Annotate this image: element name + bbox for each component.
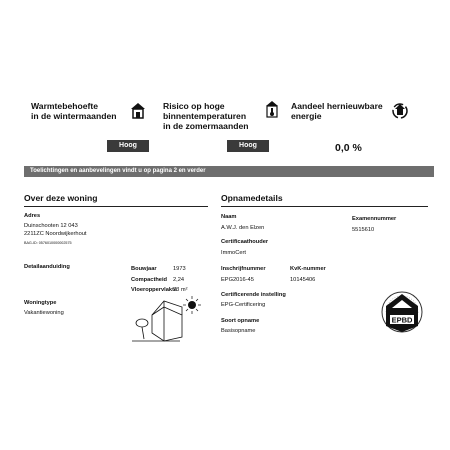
indicator-level-heating: Hoog [107, 140, 149, 152]
house-illustration [130, 293, 210, 343]
kvk-label: KvK-nummer [290, 266, 326, 272]
detail-label: Detailaanduiding [24, 264, 70, 270]
divider [221, 206, 428, 207]
examennummer-label: Examennummer [352, 216, 397, 222]
epbd-logo [380, 290, 424, 336]
vloeroppervlakte-label: Vloeroppervlakte [131, 287, 178, 293]
bouwjaar-value: 1973 [173, 266, 186, 272]
woningtype-label: Woningtype [24, 300, 57, 306]
section-title-woning: Over deze woning [24, 193, 98, 203]
epbd-logo-text: EPBD [391, 315, 413, 325]
indicator-title-overheating: Risico op hoge binnentemperaturen in de zomermaanden [163, 101, 249, 131]
instelling-label: Certificerende instelling [221, 292, 286, 298]
certificaathouder-label: Certificaathouder [221, 239, 269, 245]
compactheid-value: 2,24 [173, 277, 185, 283]
compactheid-label: Compactheid [131, 277, 168, 283]
info-bar: Toelichtingen en aanbevelingen vindt u op pagina 2 en verder [24, 166, 434, 177]
instelling-value: EPG-Certificering [221, 302, 266, 308]
inschrijfnummer-label: Inschrijfnummer [221, 266, 266, 272]
naam-label: Naam [221, 214, 237, 220]
thermometer-house-icon [265, 100, 279, 119]
soort-opname-value: Basisopname [221, 328, 256, 334]
section-title-opname: Opnamedetails [221, 193, 283, 203]
adres-line-2: 2211ZC Noordwijkerhout [24, 231, 87, 237]
indicator-level-overheating: Hoog [227, 140, 269, 152]
bag-id: BAG-ID: 0576010000002575 [24, 241, 72, 245]
naam-value: A.W.J. den Elzen [221, 225, 265, 231]
recycle-house-icon [391, 101, 409, 119]
kvk-value: 10145406 [290, 277, 316, 283]
vloeroppervlakte-value: 73 m² [173, 287, 188, 293]
bouwjaar-label: Bouwjaar [131, 266, 157, 272]
divider [24, 206, 208, 207]
inschrijfnummer-value: EPG2016-45 [221, 277, 254, 283]
indicator-title-heating: Warmtebehoefte in de wintermaanden [31, 101, 117, 121]
house-icon [130, 102, 146, 119]
certificaathouder-value: ImmoCert [221, 250, 246, 256]
adres-line-1: Duinschooten 12 043 [24, 223, 78, 229]
adres-label: Adres [24, 213, 41, 219]
examennummer-value: 5515610 [352, 227, 375, 233]
indicator-title-renewable: Aandeel hernieuwbare energie [291, 101, 383, 121]
soort-opname-label: Soort opname [221, 318, 260, 324]
woningtype-value: Vakantiewoning [24, 310, 64, 316]
indicator-value-renewable: 0,0 % [335, 142, 362, 154]
